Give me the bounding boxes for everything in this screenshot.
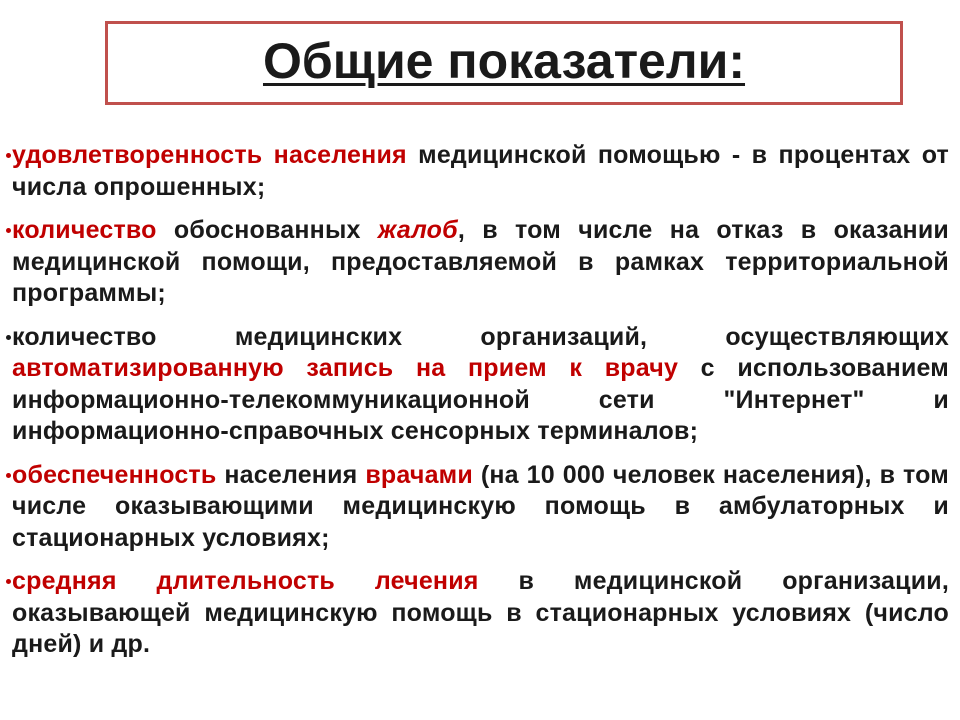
item-text: в медицинской организации, оказывающей медицинскую помощь в стационарных условиях (число дней) и др.	[12, 567, 949, 658]
item-text-highlight: обеспеченность	[12, 460, 217, 489]
item-text-highlight: удовлетворенность населения	[12, 141, 407, 169]
item-text-highlight: врачами	[365, 460, 473, 489]
title-box	[105, 21, 903, 105]
indicator-list	[12, 140, 949, 673]
item-text-highlight-italic: жалоб	[377, 216, 458, 244]
item-text: населения	[216, 460, 366, 489]
list-item	[12, 215, 949, 310]
item-text: обоснованных	[156, 216, 378, 244]
page-title: Общие показатели:	[262, 33, 746, 89]
item-text: , в том числе на отказ в оказании медицинской помощи, предоставляемой в рамках территориальной программы;	[12, 216, 949, 307]
list-item	[12, 460, 949, 555]
list-item	[12, 322, 949, 448]
list-item	[12, 566, 949, 661]
item-text: (на 10 000 человек населения), в том числе оказывающими медицинскую помощь в амбулаторных и стационарных условиях;	[12, 460, 949, 552]
list-item	[12, 140, 949, 203]
item-text-highlight: автоматизированную запись на прием к врачу	[12, 354, 679, 382]
item-text: количество медицинских организаций, осуществляющих	[12, 322, 949, 351]
item-text-highlight: средняя длительность лечения	[12, 567, 479, 595]
item-text: с использованием информационно-телекоммуникационной сети "Интернет" и информационно-справочных сенсорных терминалов;	[12, 354, 949, 445]
item-text: медицинской помощью - в процентах от числа опрошенных;	[12, 141, 949, 201]
item-text-highlight: количество	[12, 216, 157, 244]
